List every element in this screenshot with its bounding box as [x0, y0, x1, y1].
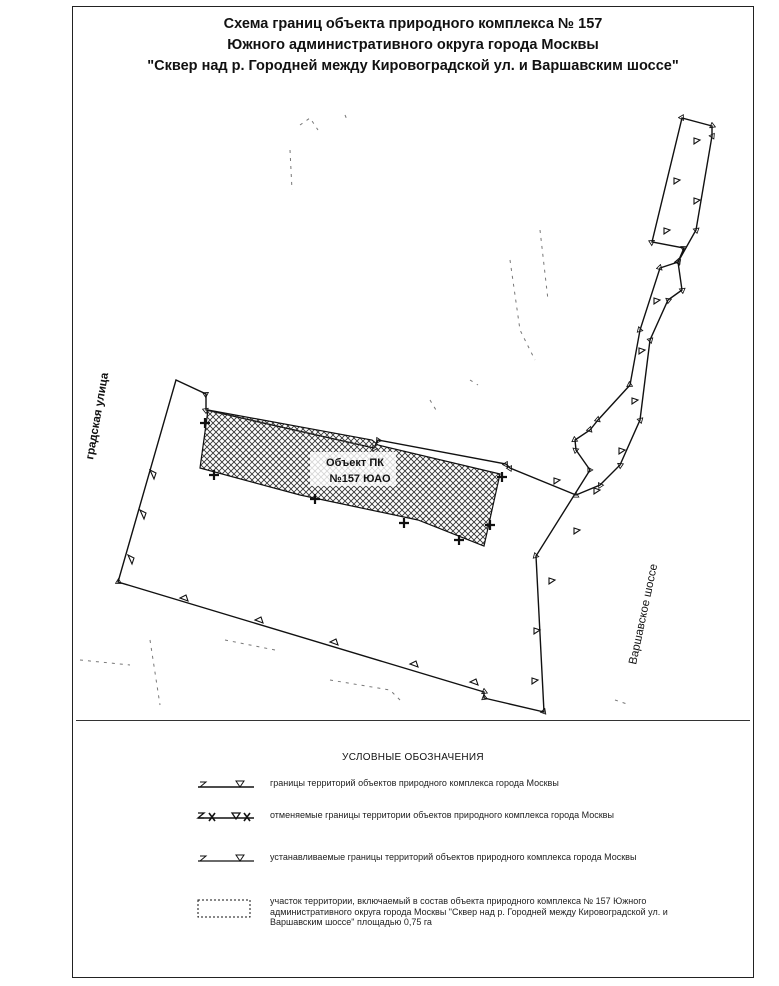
title-line-2: Южного административного округа города Москвы: [227, 37, 599, 53]
street-label-right: Варшавское шоссе: [627, 562, 661, 666]
map-canvas: [72, 80, 754, 720]
title-line-3: "Сквер над р. Городней между Кировоградской ул. и Варшавским шоссе": [147, 58, 679, 74]
established-boundary-symbol-icon: [196, 852, 256, 866]
legend-item-included-area: [196, 896, 716, 956]
legend-text-established: устанавливаемые границы территорий объектов природного комплекса города Москвы: [270, 852, 637, 862]
legend-text-boundary: границы территорий объектов природного комплекса города Москвы: [270, 778, 559, 788]
legend-text-included-area: участок территории, включаемый в состав объекта природного комплекса № 157 Южного административного округа города Москвы "Сквер над р. Городней между Кировоградской ул. и Варшавским шоссе" площадью 0,75 га: [270, 896, 668, 927]
street-label-left: градская улица: [84, 371, 112, 461]
legend-title: УСЛОВНЫЕ ОБОЗНАЧЕНИЯ: [342, 752, 484, 763]
cancelled-boundary-symbol-icon: [196, 810, 256, 824]
legend-text-cancelled: отменяемые границы территории объектов природного комплекса города Москвы: [270, 810, 614, 820]
title-line-1: Схема границ объекта природного комплекса № 157: [223, 16, 603, 32]
boundary-symbol-icon: [196, 778, 256, 792]
included-area-symbol-icon: [196, 896, 256, 920]
svg-text:№157 ЮАО: №157 ЮАО: [329, 473, 391, 485]
object-label: [310, 452, 396, 486]
map-title: [72, 14, 754, 77]
svg-text:Объект ПК: Объект ПК: [326, 457, 384, 469]
map-bottom-line: [76, 720, 750, 721]
background-contours: [80, 115, 630, 705]
